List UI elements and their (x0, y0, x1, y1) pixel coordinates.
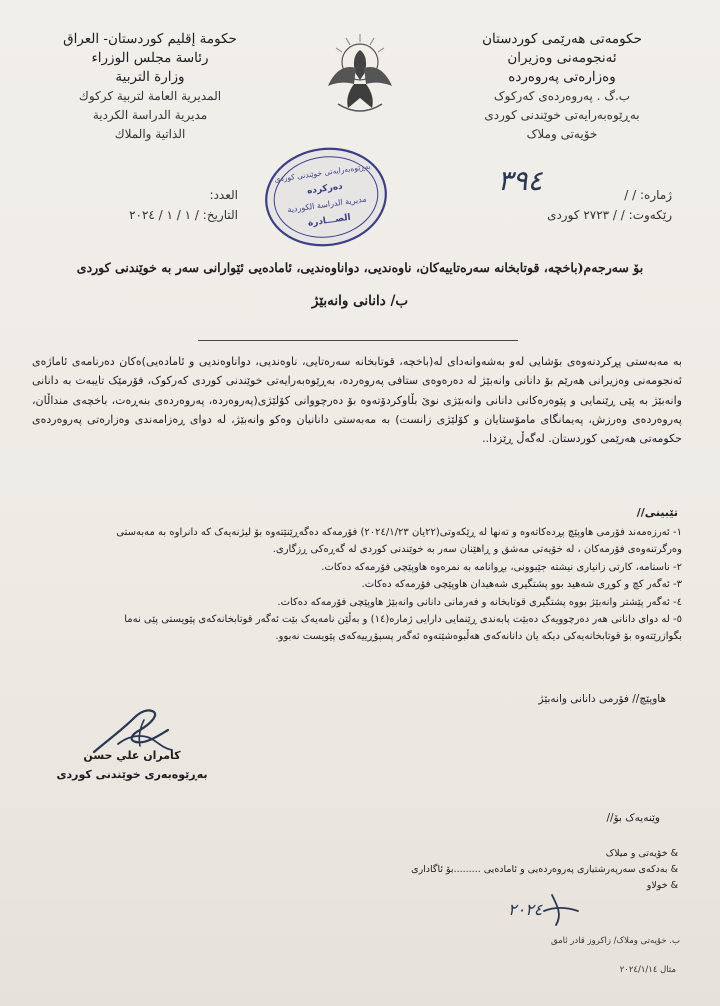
date-value-ku: / / ٢٧٢٣ کوردی (547, 208, 625, 222)
header-arabic (40, 30, 260, 144)
note-item: ٣- ئەگەر کچ و کوڕی شەهید بوو پشتگیری شەهیدان هاوپێچی فۆرمەکە دەکات. (361, 579, 682, 591)
stamp-line-2: دەرکردە (306, 181, 344, 197)
header-kurdish-line: حکومەتی هەرێمی کوردستان (482, 31, 642, 47)
signer-block (42, 746, 222, 784)
body-paragraph: بە مەبەستی پڕکردنەوەی بۆشایی لەو بەشەوانەدای لە(باخچە، قوتابخانە سەرەتایی، ناوەندیی، دواناوەندیی و ئامادەیی)ەکان دەرنامەی ئاماژەی ئەنجومەنی وەزیرانی هەرێم بۆ دانانی وانەبێژ لە دەرەوەی ستافی پەروەردە، بەڕێوەبەرایەتی خوێندنی کوردی کەرکوک، فۆرمێک تایبەت بە دانانی وانەبێژ بە پێی ڕێنمایی و پێوەرەکانی دانانی وانەبێژی نوێ بڵاوکردۆتەوە بۆ دەرچووانی کۆلێژی(پەروەردە، پەروەردەی بنەڕەت، باخچەی منداڵان، پەروەردەی وەرزش، پەیمانگای مامۆستایان و کۆلێژی زانست) بە مەبەستی دانانیان وەکو وانەبێژ، لە دوای ڕەزامەندی وەزارەتی پەروەردەی حکومەتی هەرێمی کوردستان. لەگەڵ ڕێزدا.. (32, 355, 682, 446)
number-label: العدد: (209, 188, 238, 202)
note-item: ٥- لە دوای دانانی هەر دەرچوویەک دەبێت پابەندی ڕێنمایی دارایی ژمارە(١٤) و بەڵێن نامەیەک بێت ئەگەر قوتابخانەکەی پێویستی پێی نەما (124, 614, 682, 626)
cc-item: & خولاو (646, 880, 678, 891)
date-label: التاريخ: (202, 208, 238, 222)
kurdistan-emblem-icon (318, 28, 402, 114)
stamp-line-3: مديرية الدراسة الكوردية (286, 194, 368, 215)
cc-item: & خۆیەتی و میلاک (605, 848, 678, 859)
header-arabic-line: الذاتية والملاك (114, 127, 186, 141)
initials-date: ٢٠٢٤ (508, 900, 543, 919)
cc-title: وێنەیەک بۆ// (606, 812, 660, 824)
stamp-line-1: بەڕێوەبەرایەتی خوێندنی کوردی (273, 161, 372, 184)
stamp-line-4: الصـــادرة (307, 212, 352, 229)
note-item: ٢- ناسنامە، کارتی زانیاری نیشتە جێبوونی، بڕوانامە بە نمرەوە هاوپێچی فۆرمەکە دەکات. (321, 561, 682, 573)
signer-name: کامران علي حسن (83, 749, 181, 762)
header-kurdish-line: ئەنجومەنی وەزیران (507, 50, 617, 66)
cc-item: & بەدکەی سەرپەرشتیاری پەروەردەیی و ئامادەیی .........بۆ ئاگاداری (411, 864, 678, 875)
note-item: وەرگرتنەوەی فۆرمەکان ، لە خۆیەتی مەشق و ڕاهێنان سەر بە خوێندنی کوردی لە گەڕەکی ڕزگاری. (272, 544, 682, 556)
subject: ب/ دانانی وانەبێژ (311, 293, 409, 309)
footer-prepared-by: ب. خۆیەتی وملاک/ زاکروز قادر ئامق (551, 936, 680, 946)
date-value: / ١ / ١ / ٢٠٢٤ (129, 208, 199, 222)
handwritten-number-text: ٣٩٤ (497, 164, 543, 197)
header-arabic-line: المديرية العامة لتربية كركوك (78, 89, 222, 103)
notes-list (32, 524, 682, 646)
handwritten-initials (478, 885, 588, 931)
note-item: ٤- ئەگەر پێشتر وانەبێژ بووە پشتگیری قوتابخانە و فەرمانی دانانی وانەبێژ هاوپێچی فۆرمەکە دەکات. (277, 596, 682, 608)
note-item: بگوازرێتەوە بۆ قوتابخانەیەکی دیکە یان دانانەکەی هەڵبوەشێتەوە ئەگەر پسپۆڕییەکەی پێویست نەبوو. (275, 631, 682, 643)
official-stamp (262, 145, 390, 249)
header-arabic-line: رئاسة مجلس الوزراء (91, 50, 209, 66)
note-item: ١- ئەرزەمەند فۆرمی هاوپێچ پڕدەکاتەوە و تەنها لە ڕێکەوتی(٢٢یان ٢٠٢٤/١/٢٣) فۆرمەکە دەگەڕێنێتەوە بۆ لیژنەیەک کە دانراوە بە مەبەستی (116, 527, 682, 538)
header-arabic-line: وزارة التربية (115, 69, 185, 85)
header-kurdish-line: ب.گ . پەروەردەی کەرکوک (493, 89, 631, 103)
refs-arabic (88, 185, 238, 225)
divider (198, 340, 518, 341)
header-kurdish-line: خۆیەتی وملاک (526, 127, 598, 141)
header-kurdish (452, 30, 672, 144)
footer-date: مثال ٢٠٢٤/١/١٤ (619, 965, 676, 975)
header-kurdish-line: وەزارەتی پەروەردە (508, 69, 616, 85)
refs-kurdish (452, 185, 672, 225)
notes-title: تێبینی// (636, 506, 678, 519)
date-label-ku: رێکەوت: (628, 208, 672, 222)
header-kurdish-line: بەڕێوەبەرایەتی خوێندنی کوردی (484, 108, 640, 122)
number-value-ku: / / (624, 188, 637, 202)
attachment-note: هاوپێچ// فۆرمی دانانی وانەبێژ (538, 693, 666, 705)
number-label-ku: ژمارە: (639, 188, 672, 202)
signer-title: بەڕێوەبەری خوێندنی کوردی (56, 768, 208, 781)
addressee: بۆ سەرجەم(باخچە، قوتابخانە سەرەتاییەکان، ناوەندیی، دواناوەندیی، ئامادەیی ئێوارانی سەر بە خوێندنی کوردی (76, 260, 644, 275)
header-arabic-line: مديرية الدراسة الكردية (92, 108, 208, 122)
header-arabic-line: حكومة إقليم كوردستان- العراق (63, 31, 237, 47)
